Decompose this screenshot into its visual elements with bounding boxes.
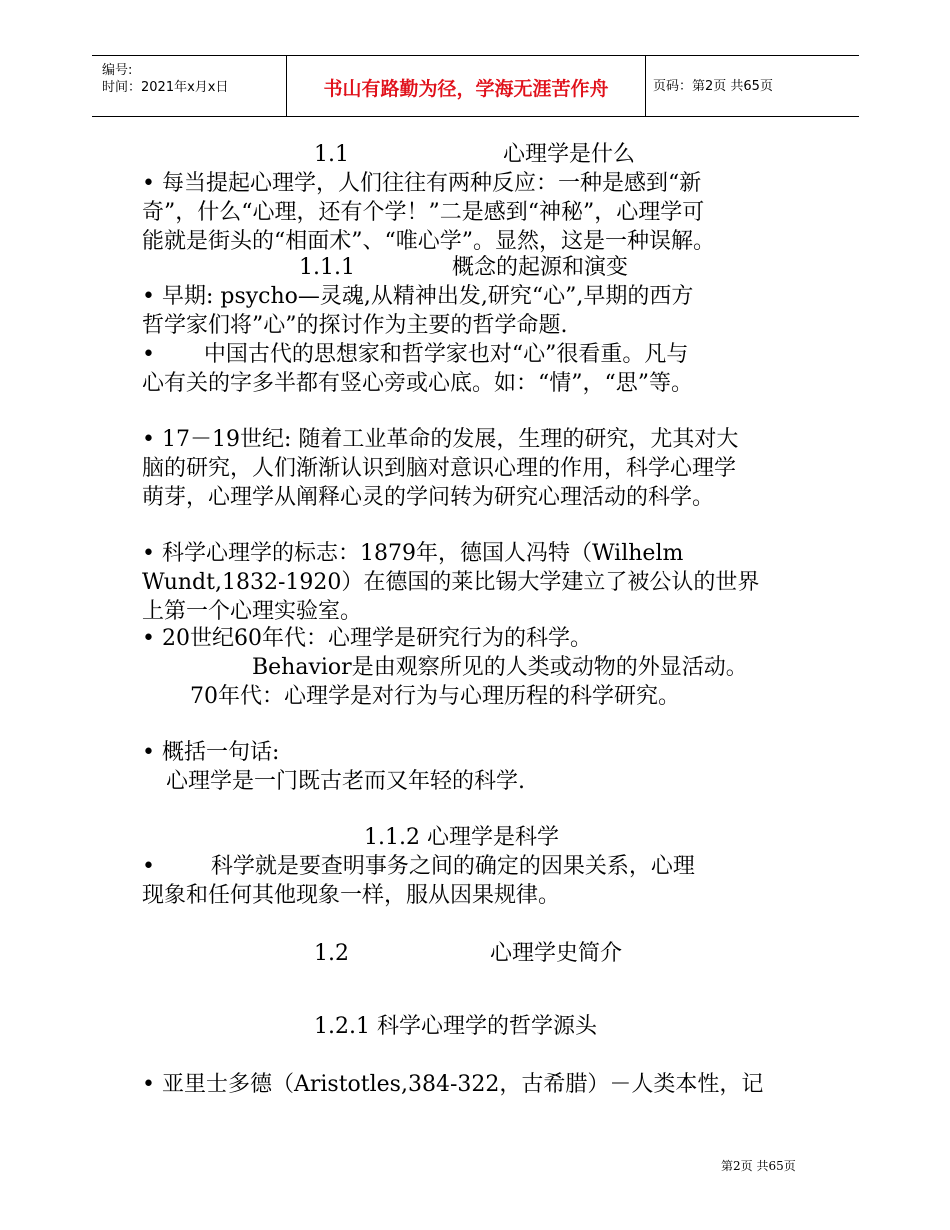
- paragraph-2-line-1: • 早期: psycho—灵魂,从精神出发,研究“心”,早期的西方: [142, 284, 694, 309]
- paragraph-3-line-1: • 中国古代的思想家和哲学家也对“心”很看重。凡与: [142, 342, 689, 367]
- paragraph-6-line-2: Behavior是由观察所见的人类或动物的外显活动。: [252, 655, 748, 680]
- paragraph-1-line-2: 奇”，什么“心理，还有个学！”二是感到“神秘”，心理学可: [142, 200, 705, 225]
- page-number-label: 页码：第2页 共65页: [653, 79, 773, 94]
- paragraph-6-line-1: • 20世纪60年代：心理学是研究行为的科学。: [142, 626, 592, 651]
- paragraph-5-line-1: • 科学心理学的标志：1879年，德国人冯特（Wilhelm: [142, 541, 684, 566]
- page-header: [92, 55, 859, 117]
- heading-1-2-title: 心理学史简介: [490, 941, 623, 966]
- paragraph-4-line-2: 脑的研究，人们渐渐认识到脑对意识心理的作用，科学心理学: [142, 456, 737, 481]
- header-meta-cell: [92, 56, 286, 116]
- paragraph-8-line-2: 现象和任何其他现象一样，服从因果规律。: [142, 883, 561, 908]
- header-page-cell: [645, 56, 859, 116]
- paragraph-1-line-1: • 每当提起心理学，人们往往有两种反应：一种是感到“新: [142, 171, 702, 196]
- paragraph-4-line-3: 萌芽，心理学从阐释心灵的学问转为研究心理活动的科学。: [142, 485, 715, 510]
- paragraph-3-line-2: 心有关的字多半都有竖心旁或心底。如：“情”，“思”等。: [142, 371, 693, 396]
- heading-1-2-1: 1.2.1 科学心理学的哲学源头: [314, 1014, 597, 1039]
- paragraph-5-line-2: Wundt,1832-1920）在德国的莱比锡大学建立了被公认的世界: [142, 570, 760, 595]
- heading-1-1-1-number: 1.1.1: [299, 255, 355, 280]
- motto: 书山有路勤为径，学海无涯苦作舟: [323, 78, 609, 100]
- paragraph-9-line-1: • 亚里士多德（Aristotles,384-322，古希腊）－人类本性，记: [142, 1072, 764, 1097]
- paragraph-4-line-1: • 17－19世纪: 随着工业革命的发展，生理的研究，尤其对大: [142, 427, 739, 452]
- header-motto-cell: [286, 56, 646, 116]
- page-footer: 第2页 共65页: [721, 1159, 796, 1173]
- paragraph-5-line-3: 上第一个心理实验室。: [142, 599, 363, 624]
- paragraph-6-line-3: 70年代：心理学是对行为与心理历程的科学研究。: [190, 684, 680, 709]
- time-label: 时间：2021年x月x日: [102, 80, 229, 95]
- heading-1-2-number: 1.2: [314, 941, 349, 966]
- paragraph-2-line-2: 哲学家们将”心”的探讨作为主要的哲学命题.: [142, 313, 568, 338]
- heading-1-1-title: 心理学是什么: [503, 142, 636, 167]
- heading-1-1-1-title: 概念的起源和演变: [452, 255, 629, 280]
- paragraph-7-line-2: 心理学是一门既古老而又年轻的科学.: [166, 769, 525, 794]
- paragraph-8-line-1: • 科学就是要查明事务之间的确定的因果关系，心理: [142, 854, 695, 879]
- heading-1-1-number: 1.1: [314, 142, 349, 167]
- paragraph-1-line-3: 能就是街头的“相面术”、“唯心学”。显然，这是一种误解。: [142, 229, 715, 254]
- paragraph-7-line-1: • 概括一句话:: [142, 740, 280, 765]
- heading-1-1-2: 1.1.2 心理学是科学: [364, 825, 559, 850]
- number-label: 编号:: [102, 63, 133, 78]
